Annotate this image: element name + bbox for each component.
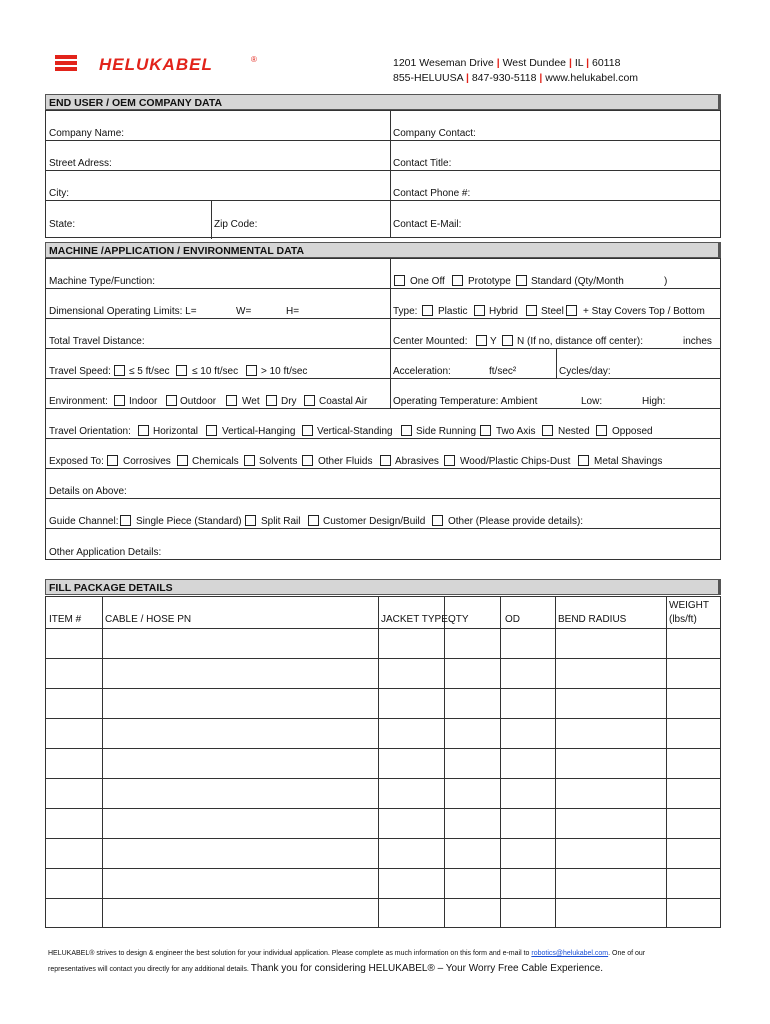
company-name-field[interactable]: Company Name: [49, 128, 125, 139]
machine-box [45, 258, 721, 560]
prototype-checkbox[interactable] [452, 275, 463, 286]
center-mounted-no-checkbox[interactable] [502, 335, 513, 346]
table-row[interactable] [46, 809, 720, 839]
contact-email-field[interactable]: Contact E-Mail: [393, 219, 462, 230]
solvents-checkbox[interactable] [244, 455, 255, 466]
registered-mark-icon: ® [251, 55, 257, 64]
table-row[interactable] [46, 869, 720, 899]
table-row[interactable] [46, 839, 720, 869]
abrasives-checkbox[interactable] [380, 455, 391, 466]
col-weight: WEIGHT [669, 600, 709, 611]
contact-title-field[interactable]: Contact Title: [393, 158, 452, 169]
col-weight-unit: (lbs/ft) [669, 614, 697, 625]
machine-row-4: Travel Speed: ≤ 5 ft/sec ≤ 10 ft/sec > 10 ft/sec Acceleration: ft/sec² Cycles/day: [46, 349, 720, 379]
enduser-row-4 [46, 201, 720, 239]
total-travel-field[interactable]: Total Travel Distance: [49, 336, 145, 347]
section-machine: MACHINE /APPLICATION / ENVIRONMENTAL DATA [45, 242, 721, 258]
state-field[interactable]: State: [49, 219, 76, 230]
high-temp-field[interactable]: High: [642, 396, 666, 407]
other-guide-details-field[interactable]: Other (Please provide details): [448, 516, 584, 527]
two-axis-checkbox[interactable] [480, 425, 491, 436]
horizontal-checkbox[interactable] [138, 425, 149, 436]
acceleration-field[interactable]: Acceleration: [393, 366, 451, 377]
table-row[interactable] [46, 779, 720, 809]
company-address: 1201 Weseman Drive | West Dundee | IL | 60118 855-HELUUSA | 847-930-5118 | www.helukabel.com [393, 57, 639, 84]
email-link[interactable]: robotics@helukabel.com [531, 950, 609, 957]
machine-row-3: Total Travel Distance: Center Mounted: Y N (If no, distance off center): inches [46, 319, 720, 349]
metal-shavings-checkbox[interactable] [578, 455, 589, 466]
length-field[interactable]: Dimensional Operating Limits: L= [49, 306, 197, 317]
logo-bars-icon [55, 55, 77, 73]
coastal-air-checkbox[interactable] [304, 395, 315, 406]
nested-checkbox[interactable] [542, 425, 553, 436]
customer-design-checkbox[interactable] [308, 515, 319, 526]
table-row[interactable] [46, 749, 720, 779]
other-application-field[interactable]: Other Application Details: [49, 547, 162, 558]
enduser-row-3 [46, 171, 720, 201]
distance-off-center-field[interactable]: N (If no, distance off center): [517, 336, 643, 347]
speed-5-checkbox[interactable] [114, 365, 125, 376]
dry-checkbox[interactable] [266, 395, 277, 406]
street-address-field[interactable]: Street Adress: [49, 158, 112, 169]
col-qty: QTY [448, 614, 469, 625]
col-bend-radius: BEND RADIUS [558, 614, 627, 625]
plastic-checkbox[interactable] [422, 305, 433, 316]
wood-plastic-checkbox[interactable] [444, 455, 455, 466]
col-od: OD [505, 614, 520, 625]
vertical-hanging-checkbox[interactable] [206, 425, 217, 436]
table-header [46, 597, 720, 629]
split-rail-checkbox[interactable] [245, 515, 256, 526]
machine-row-5: Environment: Indoor Outdoor Wet Dry Coastal Air Operating Temperature: Ambient Low: High: [46, 379, 720, 409]
section-enduser: END USER / OEM COMPANY DATA [45, 94, 721, 110]
col-jacket-type: JACKET TYPE [381, 614, 448, 625]
enduser-row-2 [46, 141, 720, 171]
table-row[interactable] [46, 689, 720, 719]
enduser-row-1 [46, 111, 720, 141]
table-row[interactable] [46, 659, 720, 689]
table-row[interactable] [46, 629, 720, 659]
ambient-temp-field[interactable]: Operating Temperature: Ambient [393, 396, 538, 407]
standard-checkbox[interactable] [516, 275, 527, 286]
center-mounted-yes-checkbox[interactable] [476, 335, 487, 346]
outdoor-checkbox[interactable] [166, 395, 177, 406]
table-row[interactable] [46, 899, 720, 929]
vertical-standing-checkbox[interactable] [302, 425, 313, 436]
wet-checkbox[interactable] [226, 395, 237, 406]
low-temp-field[interactable]: Low: [581, 396, 603, 407]
machine-row-6: Travel Orientation: Horizontal Vertical-Hanging Vertical-Standing Side Running Two Axis Nested Opposed [46, 409, 720, 439]
stay-covers-checkbox[interactable] [566, 305, 577, 316]
website-link[interactable]: www.helukabel.com [545, 72, 639, 84]
machine-row-10 [46, 529, 720, 561]
machine-row-2: Dimensional Operating Limits: L= W= H= Type: Plastic Hybrid Steel + Stay Covers Top / Bottom [46, 289, 720, 319]
contact-phone-field[interactable]: Contact Phone #: [393, 188, 471, 199]
opposed-checkbox[interactable] [596, 425, 607, 436]
indoor-checkbox[interactable] [114, 395, 125, 406]
details-above-field[interactable]: Details on Above: [49, 486, 127, 497]
corrosives-checkbox[interactable] [107, 455, 118, 466]
machine-row-8 [46, 469, 720, 499]
fill-package-table [45, 596, 721, 928]
other-fluids-checkbox[interactable] [302, 455, 313, 466]
table-row[interactable] [46, 719, 720, 749]
section-fill: FILL PACKAGE DETAILS [45, 579, 721, 595]
zip-code-field[interactable]: Zip Code: [214, 219, 258, 230]
width-field[interactable]: W= [236, 306, 252, 317]
side-running-checkbox[interactable] [401, 425, 412, 436]
height-field[interactable]: H= [286, 306, 300, 317]
col-item: ITEM # [49, 614, 82, 625]
other-guide-checkbox[interactable] [432, 515, 443, 526]
col-cable-pn: CABLE / HOSE PN [105, 614, 192, 625]
single-piece-checkbox[interactable] [120, 515, 131, 526]
one-off-checkbox[interactable] [394, 275, 405, 286]
machine-row-1: Machine Type/Function: One Off Prototype Standard (Qty/Month ) [46, 259, 720, 289]
logo-wordmark: HELUKABEL [99, 55, 213, 74]
chemicals-checkbox[interactable] [177, 455, 188, 466]
cycles-day-field[interactable]: Cycles/day: [559, 366, 611, 377]
hybrid-checkbox[interactable] [474, 305, 485, 316]
city-field[interactable]: City: [49, 188, 69, 199]
footer-note: HELUKABEL® strives to design & engineer the best solution for your individual application. Please complete as much information on this form and e-mail to robotics@helukabel.com. One of our representatives will contact you directly for any additional details. Thank you for considering HELUKABEL® – Your Worry Free Cable Experience. [48, 950, 646, 974]
speed-over-10-checkbox[interactable] [246, 365, 257, 376]
steel-checkbox[interactable] [526, 305, 537, 316]
machine-row-9: Guide Channel: Single Piece (Standard) Split Rail Customer Design/Build Other (Please provide details): [46, 499, 720, 529]
machine-row-7: Exposed To: Corrosives Chemicals Solvents Other Fluids Abrasives Wood/Plastic Chips-Dust Metal Shavings [46, 439, 720, 469]
enduser-box [45, 110, 721, 238]
company-contact-field[interactable]: Company Contact: [393, 128, 476, 139]
speed-10-checkbox[interactable] [176, 365, 187, 376]
